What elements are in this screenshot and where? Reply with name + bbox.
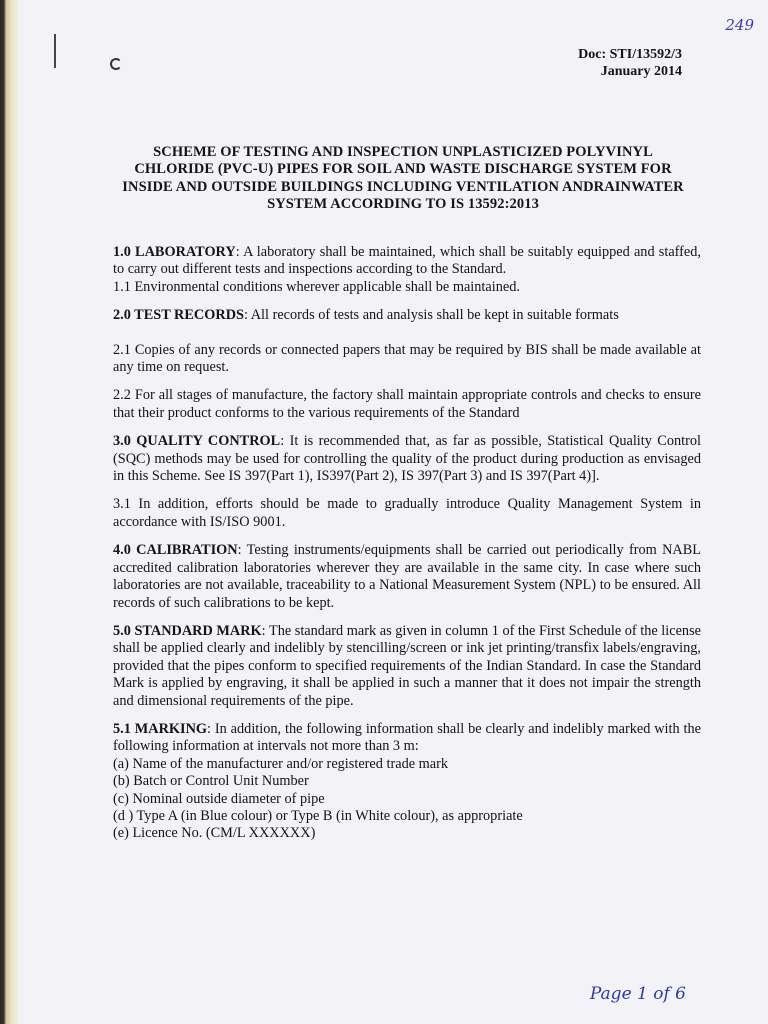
list-item: (b) Batch or Control Unit Number — [113, 773, 309, 790]
section-text: : A laboratory shall be maintained, which shall be suitably equipped and staffed, to carry out different tests and inspections according to the Standard. — [113, 244, 701, 278]
section-text: : Testing instruments/equipments shall be carried out periodically from NABL accredited calibration laboratories wherever they are available in the same city. In case where such laboratories are not available, traceability to a National Measurement System (NPL) to be ensured. All records of such calibrations to be kept. — [113, 542, 701, 611]
document-body — [113, 244, 701, 843]
document-reference — [578, 46, 682, 80]
section-1-1: 1.1 Environmental conditions wherever applicable shall be maintained. — [113, 278, 520, 295]
section-heading: 3.0 QUALITY CONTROL — [113, 433, 281, 450]
list-item: (e) Licence No. (CM/L XXXXXX) — [113, 825, 316, 842]
section-quality-control — [113, 433, 701, 485]
section-heading: 5.0 STANDARD MARK — [113, 622, 262, 639]
marking-list — [113, 756, 701, 843]
doc-number: Doc: STI/13592/3 — [578, 47, 682, 62]
section-laboratory — [113, 244, 701, 279]
section-test-records — [113, 307, 701, 324]
section-text: : In addition, the following information shall be clearly and indelibly marked with the following information at intervals not more than 3 m: — [113, 720, 701, 755]
section-heading: 2.0 TEST RECORDS — [113, 307, 244, 324]
section-text: : All records of tests and analysis shall be kept in suitable formats — [243, 307, 619, 324]
list-item: (a) Name of the manufacturer and/or registered trade mark — [113, 755, 449, 772]
section-2-1: 2.1 Copies of any records or connected papers that may be required by BIS shall be made available at any time on request. — [113, 341, 701, 376]
section-calibration — [113, 542, 701, 612]
section-heading: 5.1 MARKING — [113, 720, 208, 737]
section-standard-mark — [113, 623, 701, 710]
scanned-page-edge — [0, 0, 18, 1024]
list-item: (c) Nominal outside diameter of pipe — [113, 790, 325, 807]
margin-mark — [54, 34, 56, 68]
section-text: : It is recommended that, as far as possible, Statistical Quality Control (SQC) methods may be used for controlling the quality of the product during production as envisaged in this Scheme. See IS 397(Part 1), IS397(Part 2), IS 397(Part 3) and IS 397(Part 4)]. — [113, 433, 701, 485]
section-3-1: 3.1 In addition, efforts should be made to gradually introduce Quality Management System in accordance with IS/ISO 9001. — [113, 496, 701, 530]
list-item: (d ) Type A (in Blue colour) or Type B (in White colour), as appropriate — [113, 807, 523, 824]
section-heading: 1.0 LABORATORY — [113, 244, 236, 260]
handwritten-page-number: 249 — [725, 16, 754, 34]
section-2-2: 2.2 For all stages of manufacture, the factory shall maintain appropriate controls and checks to ensure that their product conforms to the various requirements of the Standard — [113, 387, 701, 421]
doc-date: January 2014 — [600, 64, 682, 79]
section-marking — [113, 721, 701, 756]
section-text: : The standard mark as given in column 1 of the First Schedule of the license shall be applied clearly and indelibly by stencilling/screen or ink jet printing/transfix labels/engraving, provided that the pipes conform to specified requirements of the Indian Standard. In case the Standard Mark is applied by engraving, it shall be applied in such a manner that it does not impair the strength and dimensional requirements of the pipe. — [113, 622, 701, 709]
document-page — [18, 0, 768, 1024]
page-indicator: Page 1 of 6 — [589, 984, 686, 1004]
document-title: SCHEME OF TESTING AND INSPECTION UNPLASTICIZED POLYVINYL CHLORIDE (PVC-U) PIPES FOR SOIL AND WASTE DISCHARGE SYSTEM FOR INSIDE AND OUTSIDE BUILDINGS INCLUDING VENTILATION ANDRAINWATER SYSTEM ACCORDING TO IS 13592:2013 — [122, 144, 684, 213]
section-heading: 4.0 CALIBRATION — [113, 542, 238, 559]
punch-hole-mark — [110, 58, 122, 70]
